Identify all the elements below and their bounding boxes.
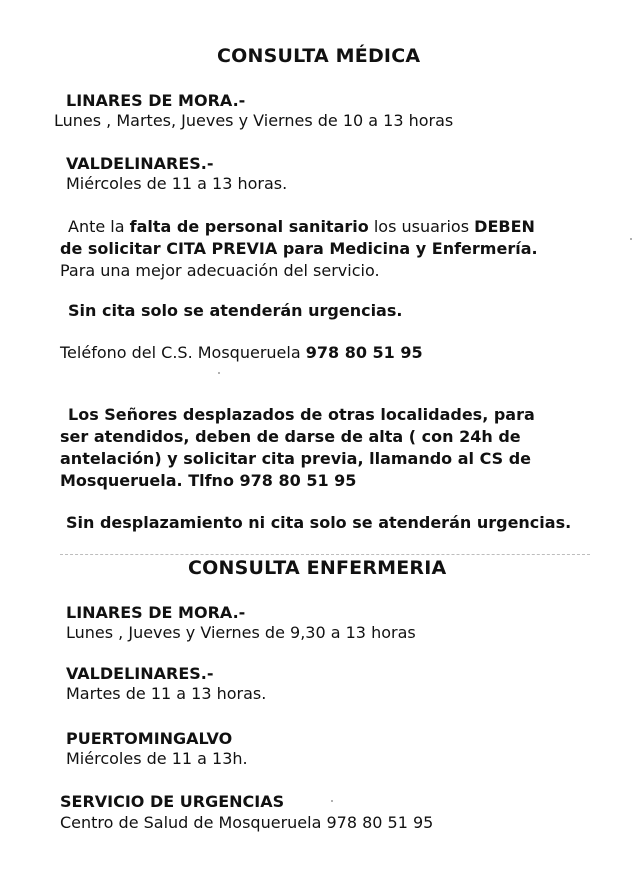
enfermeria-linares-hours: Lunes , Jueves y Viernes de 9,30 a 13 horas: [66, 623, 416, 642]
scan-speck: [218, 372, 220, 374]
phone-number: 978 80 51 95: [305, 343, 423, 362]
desplazados-line-4: Mosqueruela. Tlfno 978 80 51 95: [60, 471, 357, 490]
enfermeria-linares-heading: LINARES DE MORA.-: [66, 603, 246, 622]
consulta-enfermeria-title: CONSULTA ENFERMERIA: [188, 557, 447, 579]
desplazados-line-2: ser atendidos, deben de darse de alta ( con 24h de: [60, 427, 521, 446]
notice-line-3: Para una mejor adecuación del servicio.: [60, 261, 380, 280]
phone-label: Teléfono del C.S. Mosqueruela: [60, 343, 301, 362]
notice-text-3: los usuarios: [373, 217, 470, 236]
sin-desplazamiento-note: Sin desplazamiento ni cita solo se atenderán urgencias.: [66, 513, 572, 532]
scan-speck: [630, 238, 632, 240]
section-divider: [60, 554, 590, 555]
enfermeria-valdelinares-hours: Martes de 11 a 13 horas.: [66, 684, 267, 703]
medica-valdelinares-heading: VALDELINARES.-: [66, 154, 214, 173]
puertomingalvo-hours: Miércoles de 11 a 13h.: [66, 749, 248, 768]
notice-line-2: de solicitar CITA PREVIA para Medicina y Enfermería.: [60, 239, 538, 258]
enfermeria-valdelinares-heading: VALDELINARES.-: [66, 664, 214, 683]
consulta-medica-title: CONSULTA MÉDICA: [217, 45, 421, 67]
phone-line: [60, 343, 423, 362]
notice-text-2: falta de personal sanitario: [129, 217, 369, 236]
notice-line-1: [60, 216, 600, 238]
servicio-urgencias-heading: SERVICIO DE URGENCIAS: [60, 792, 285, 811]
puertomingalvo-heading: PUERTOMINGALVO: [66, 729, 233, 748]
medica-linares-hours: Lunes , Martes, Jueves y Viernes de 10 a 13 horas: [54, 111, 454, 130]
desplazados-line-1: Los Señores desplazados de otras localidades, para: [68, 405, 535, 424]
notice-text-1: Ante la: [68, 217, 125, 236]
desplazados-line-3: antelación) y solicitar cita previa, llamando al CS de: [60, 449, 532, 468]
sin-cita-urgencias-note: Sin cita solo se atenderán urgencias.: [68, 301, 403, 320]
cita-previa-notice: [60, 216, 600, 282]
medica-linares-heading: LINARES DE MORA.-: [66, 91, 246, 110]
medica-valdelinares-hours: Miércoles de 11 a 13 horas.: [66, 174, 288, 193]
notice-text-4: DEBEN: [474, 217, 535, 236]
desplazados-notice: [60, 404, 600, 492]
scan-speck: [331, 800, 333, 802]
servicio-urgencias-contact: Centro de Salud de Mosqueruela 978 80 51 95: [60, 813, 434, 832]
